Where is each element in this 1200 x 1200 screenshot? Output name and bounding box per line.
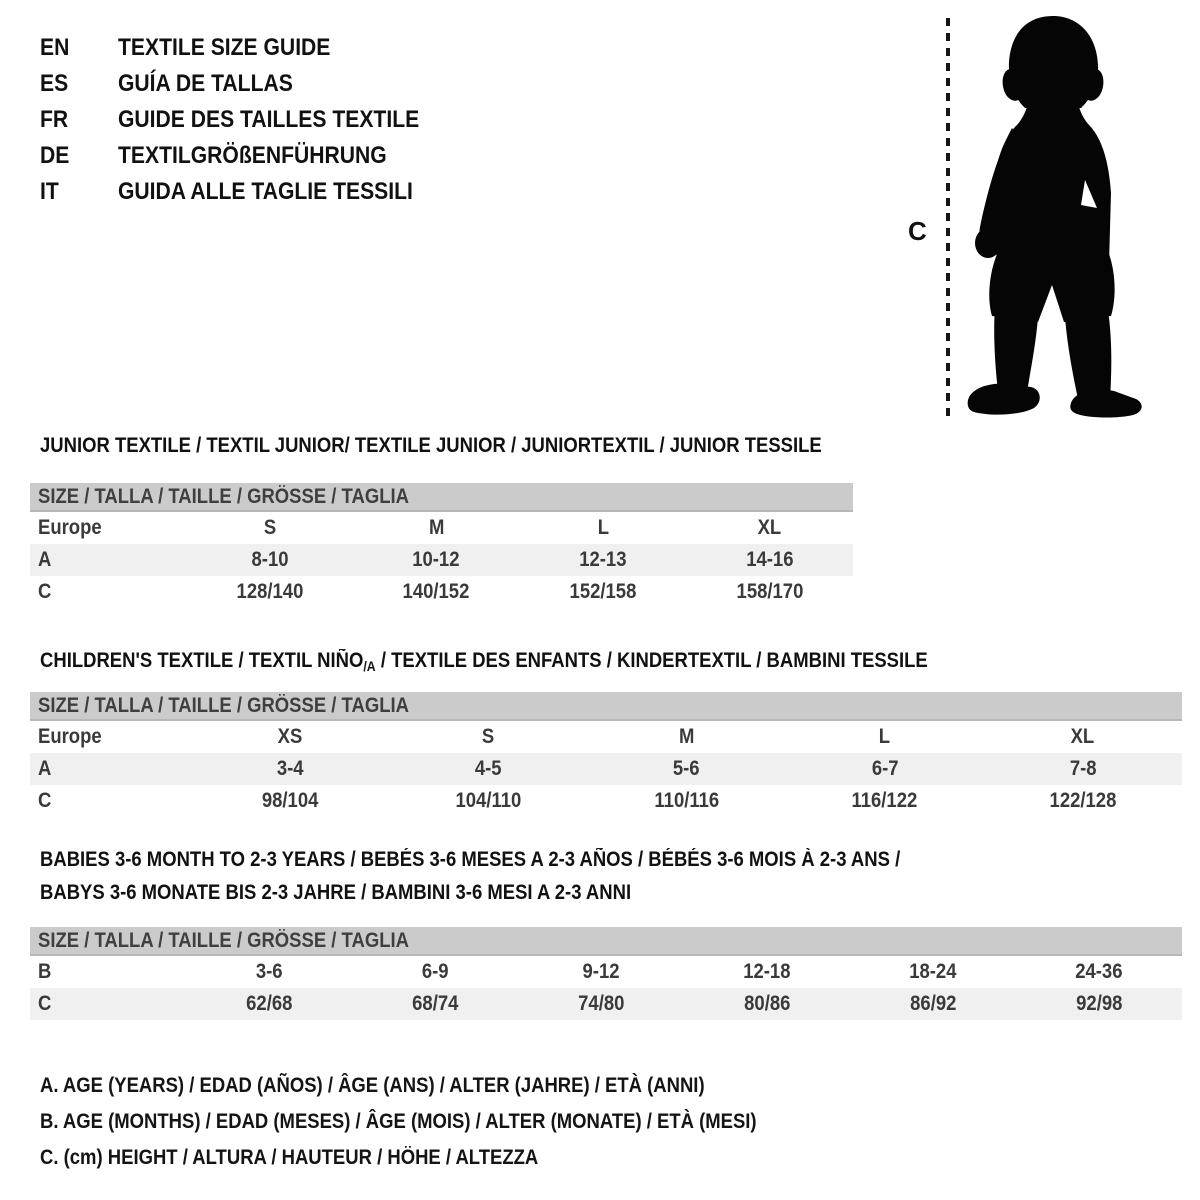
nino-a-subscript: /A: [363, 658, 376, 674]
size-cell: 10-12: [412, 548, 460, 571]
guide-title-es: GUÍA DE TALLAS: [118, 70, 293, 97]
size-cell: 12-13: [579, 548, 627, 571]
guide-title-en: TEXTILE SIZE GUIDE: [118, 34, 331, 61]
size-cell: 140/152: [402, 580, 470, 603]
table-row: [30, 511, 853, 544]
size-cell: 86/92: [909, 992, 957, 1015]
row-label: A: [38, 548, 52, 571]
children-size-table: [30, 692, 1182, 817]
table-header: SIZE / TALLA / TAILLE / GRÖSSE / TAGLIA: [38, 484, 409, 508]
language-row-es: [40, 66, 460, 102]
size-cell: 80/86: [744, 992, 791, 1015]
language-code: FR: [40, 106, 69, 133]
guide-title-de: TEXTILGRÖßENFÜHRUNG: [118, 142, 387, 169]
table-header: SIZE / TALLA / TAILLE / GRÖSSE / TAGLIA: [38, 928, 409, 952]
size-cell: 6-7: [871, 757, 899, 780]
guide-title-fr: GUIDE DES TAILLES TEXTILE: [118, 106, 420, 133]
table-row: [30, 753, 1182, 785]
legend-line-c: C. (cm) HEIGHT / ALTURA / HAUTEUR / HÖHE / ALTEZZA: [40, 1146, 539, 1169]
size-cell: L: [597, 516, 609, 539]
size-cell: 98/104: [262, 789, 319, 812]
size-cell: 3-6: [256, 960, 283, 983]
language-row-de: [40, 138, 460, 174]
size-cell: XS: [278, 725, 303, 748]
size-cell: S: [482, 725, 495, 748]
size-cell: L: [879, 725, 891, 748]
height-measure-dashed-line: [946, 18, 950, 416]
size-cell: 92/98: [1075, 992, 1123, 1015]
size-cell: XL: [1071, 725, 1095, 748]
measure-legend: [40, 1068, 854, 1176]
table-header-row: [30, 483, 853, 511]
language-row-en: [40, 30, 460, 66]
table-row: [30, 955, 1182, 988]
junior-size-table: [30, 483, 853, 608]
table-header-row: [30, 927, 1182, 955]
row-label: C: [38, 789, 52, 812]
row-label: B: [38, 960, 52, 983]
babies-section-title: BABIES 3-6 MONTH TO 2-3 YEARS / BEBÉS 3-6 MESES A 2-3 AÑOS / BÉBÉS 3-6 MOIS À 2-3 ANS / BABYS 3-6 MONATE BIS 2-3 JAHRE / BAMBINI 3-6 MESI A 2-3 ANNI: [40, 848, 901, 904]
table-row: [30, 720, 1182, 753]
language-code: EN: [40, 34, 70, 61]
babies-size-table: [30, 927, 1182, 1020]
size-cell: 62/68: [246, 992, 293, 1015]
language-code: IT: [40, 178, 59, 205]
language-code: ES: [40, 70, 69, 97]
size-cell: 9-12: [582, 960, 620, 983]
size-cell: 128/140: [236, 580, 304, 603]
size-cell: M: [428, 516, 445, 539]
size-cell: 14-16: [746, 548, 794, 571]
size-cell: 24-36: [1075, 960, 1123, 983]
size-cell: 122/128: [1049, 789, 1117, 812]
table-row: [30, 785, 1182, 817]
legend-line-b: B. AGE (MONTHS) / EDAD (MESES) / ÂGE (MOIS) / ALTER (MONATE) / ETÀ (MESI): [40, 1110, 757, 1133]
toddler-silhouette-image: [958, 12, 1150, 422]
children-section-title: CHILDREN'S TEXTILE / TEXTIL $NIÑO_{/A}$ / TEXTILE DES ENFANTS / KINDERTEXTIL / BAMBINI TESSILE: [40, 649, 928, 674]
size-cell: 116/122: [851, 789, 918, 812]
size-cell: 3-4: [276, 757, 304, 780]
size-cell: 110/116: [654, 789, 719, 812]
table-row: [30, 544, 853, 576]
table-header-row: [30, 692, 1182, 720]
size-cell: XL: [757, 516, 782, 539]
row-label: Europe: [38, 516, 102, 539]
size-cell: 18-24: [909, 960, 957, 983]
language-code: DE: [40, 142, 70, 169]
size-cell: 152/158: [569, 580, 637, 603]
size-cell: 68/74: [412, 992, 459, 1015]
height-measure-label: C: [908, 216, 927, 246]
size-cell: 8-10: [251, 548, 289, 571]
table-header: SIZE / TALLA / TAILLE / GRÖSSE / TAGLIA: [38, 693, 409, 717]
row-label: C: [38, 580, 52, 603]
size-cell: 4-5: [475, 757, 502, 780]
row-label: C: [38, 992, 52, 1015]
size-cell: 12-18: [743, 960, 791, 983]
guide-title-it: GUIDA ALLE TAGLIE TESSILI: [118, 178, 413, 205]
size-cell: 6-9: [422, 960, 449, 983]
size-cell: S: [263, 516, 276, 539]
language-row-fr: [40, 102, 460, 138]
junior-section-title: JUNIOR TEXTILE / TEXTIL JUNIOR/ TEXTILE JUNIOR / JUNIORTEXTIL / JUNIOR TESSILE: [40, 434, 822, 457]
size-cell: 7-8: [1069, 757, 1097, 780]
table-row: [30, 988, 1182, 1020]
table-row: [30, 576, 853, 608]
size-cell: M: [678, 725, 695, 748]
size-cell: 5-6: [673, 757, 700, 780]
legend-line-a: A. AGE (YEARS) / EDAD (AÑOS) / ÂGE (ANS) / ALTER (JAHRE) / ETÀ (ANNI): [40, 1074, 705, 1097]
size-cell: 74/80: [578, 992, 625, 1015]
row-label: A: [38, 757, 52, 780]
language-row-it: [40, 174, 460, 210]
row-label: Europe: [38, 725, 102, 748]
size-cell: 158/170: [736, 580, 804, 603]
language-header: [40, 30, 460, 210]
size-cell: 104/110: [455, 789, 522, 812]
